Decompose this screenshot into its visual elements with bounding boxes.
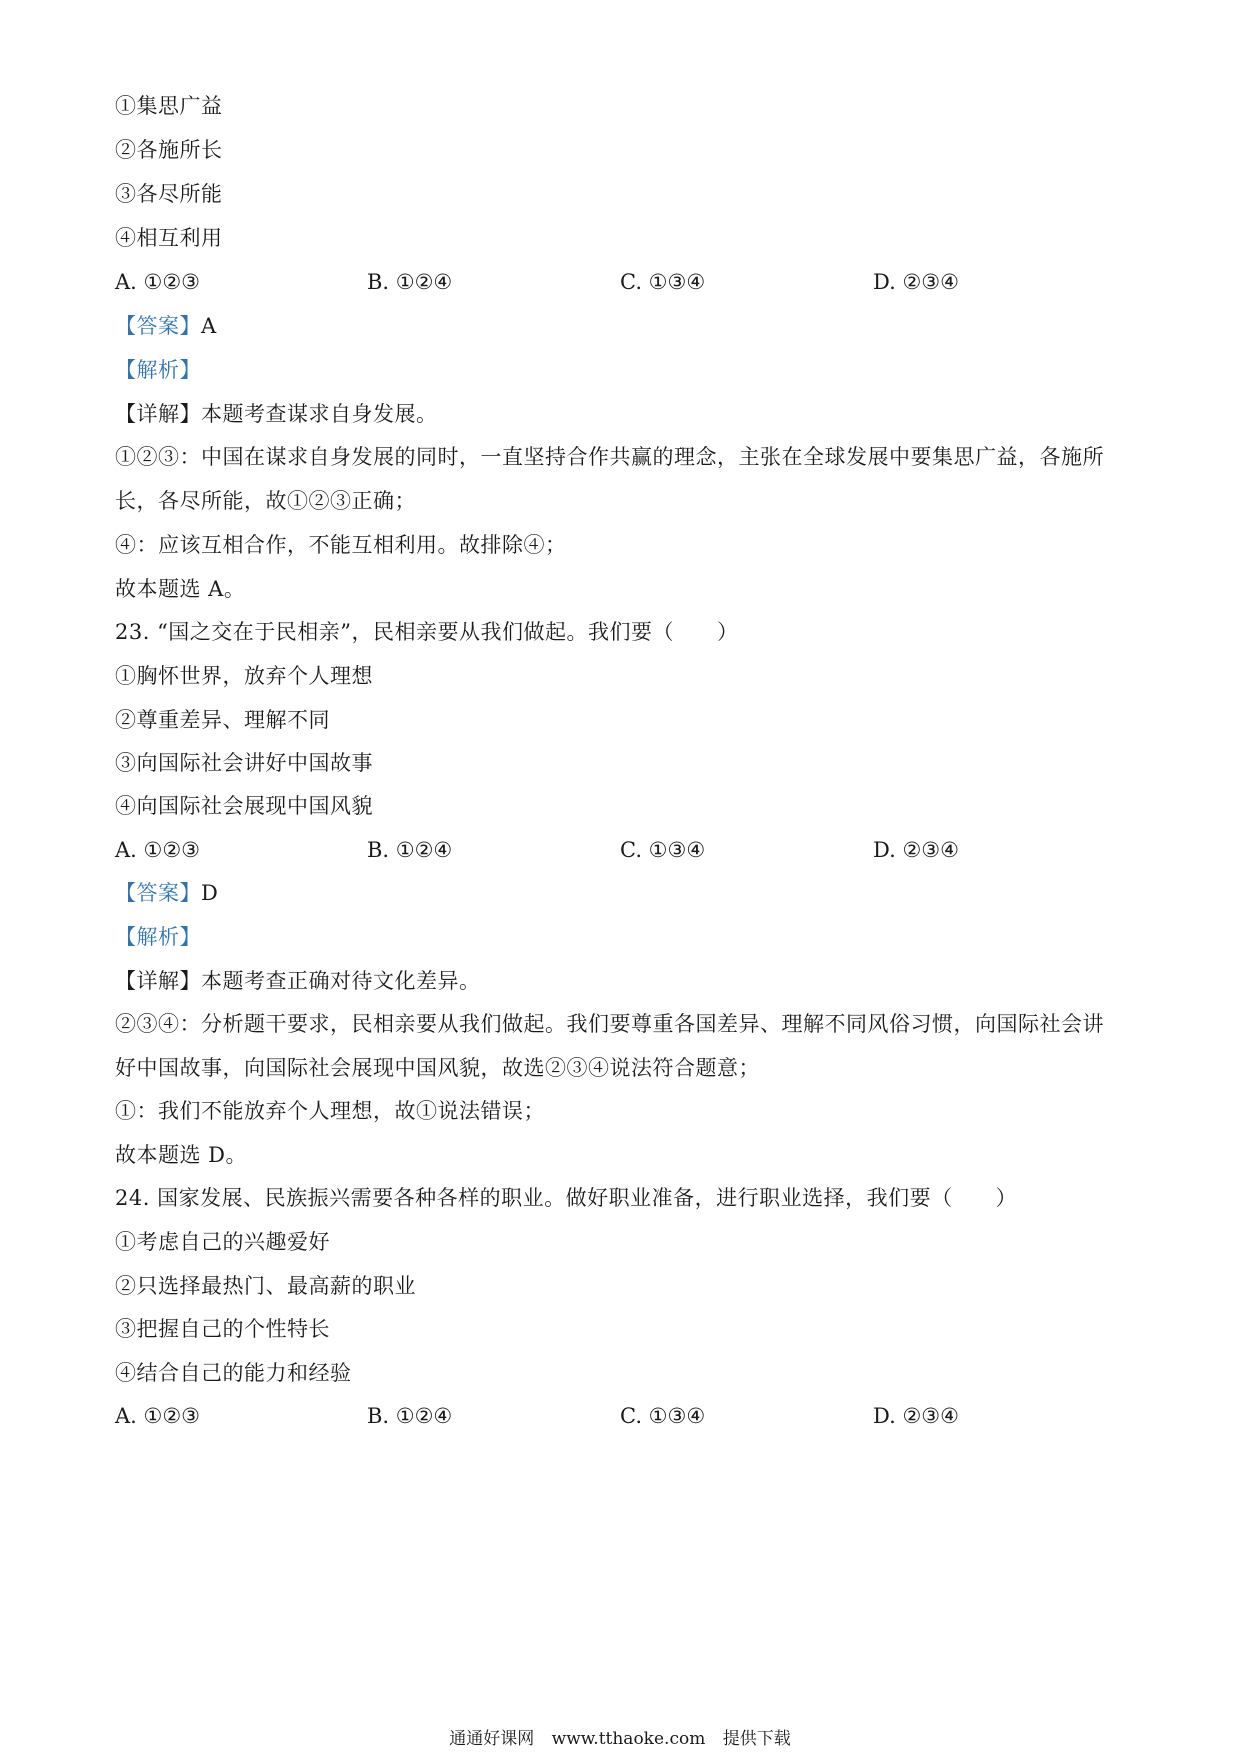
q22-option-b: B. ①②④ [367,270,453,294]
q24-option-b: B. ①②④ [367,1404,453,1428]
q22-option-a: A. ①②③ [115,270,200,294]
footer-site-name: 通通好课网 [449,1729,535,1749]
answer-value: D [201,881,219,905]
q23-item-4: ④向国际社会展现中国风貌 [115,794,373,818]
q23-options [115,836,1015,864]
detail-text: 本题考查谋求自身发展。 [201,402,438,426]
q22-item-3: ③各尽所能 [115,182,223,206]
q22-detail [115,400,438,428]
q23-explanation-line-3: ①：我们不能放弃个人理想，故①说法错误； [115,1099,545,1123]
q22-explanation-line-1: ①②③：中国在谋求自身发展的同时，一直坚持合作共赢的理念，主张在全球发展中要集思广益，各施所 [115,445,1104,469]
q23-item-2: ②尊重差异、理解不同 [115,708,330,732]
q23-answer [115,879,218,907]
q23-option-b: B. ①②④ [367,838,453,862]
q23-item-3: ③向国际社会讲好中国故事 [115,751,373,775]
q22-analysis-label: 【解析】 [115,358,201,382]
page-footer [0,1728,1240,1750]
answer-value: A [201,314,217,338]
q23-detail [115,967,481,995]
q24-item-4: ④结合自己的能力和经验 [115,1361,352,1385]
q22-options [115,268,1015,296]
q22-explanation-line-2: 长，各尽所能，故①②③正确； [115,489,416,513]
q22-answer [115,312,217,340]
footer-note: 提供下载 [722,1729,791,1749]
q24-option-a: A. ①②③ [115,1404,200,1428]
q24-option-d: D. ②③④ [873,1404,959,1428]
detail-text: 本题考查正确对待文化差异。 [201,969,481,993]
q23-item-1: ①胸怀世界，放弃个人理想 [115,664,373,688]
q22-option-d: D. ②③④ [873,270,959,294]
q22-item-2: ②各施所长 [115,138,223,162]
q22-item-4: ④相互利用 [115,226,223,250]
q24-question: 24. 国家发展、民族振兴需要各种各样的职业。做好职业准备，进行职业选择，我们要（ ） [115,1186,1018,1210]
q23-question: 23. “国之交在于民相亲”，民相亲要从我们做起。我们要（ ） [115,620,739,644]
q24-option-c: C. ①③④ [620,1404,706,1428]
q24-item-3: ③把握自己的个性特长 [115,1317,330,1341]
q22-explanation-line-3: ④：应该互相合作，不能互相利用。故排除④； [115,533,567,557]
q22-option-c: C. ①③④ [620,270,706,294]
q23-explanation-line-4: 故本题选 D。 [115,1143,248,1167]
q22-item-1: ①集思广益 [115,94,223,118]
q23-analysis-label: 【解析】 [115,925,201,949]
answer-label: 【答案】 [115,314,201,338]
footer-url[interactable]: www.tthaoke.com [551,1729,706,1749]
detail-label: 【详解】 [115,969,201,993]
q23-option-d: D. ②③④ [873,838,959,862]
q23-explanation-line-2: 好中国故事，向国际社会展现中国风貌，故选②③④说法符合题意； [115,1056,760,1080]
detail-label: 【详解】 [115,402,201,426]
q24-item-2: ②只选择最热门、最高薪的职业 [115,1274,416,1298]
q24-options [115,1402,1015,1430]
answer-label: 【答案】 [115,881,201,905]
q23-explanation-line-1: ②③④：分析题干要求，民相亲要从我们做起。我们要尊重各国差异、理解不同风俗习惯，向国际社会讲 [115,1012,1104,1036]
q23-option-c: C. ①③④ [620,838,706,862]
q22-explanation-line-4: 故本题选 A。 [115,577,246,601]
q24-item-1: ①考虑自己的兴趣爱好 [115,1230,330,1254]
q23-option-a: A. ①②③ [115,838,200,862]
